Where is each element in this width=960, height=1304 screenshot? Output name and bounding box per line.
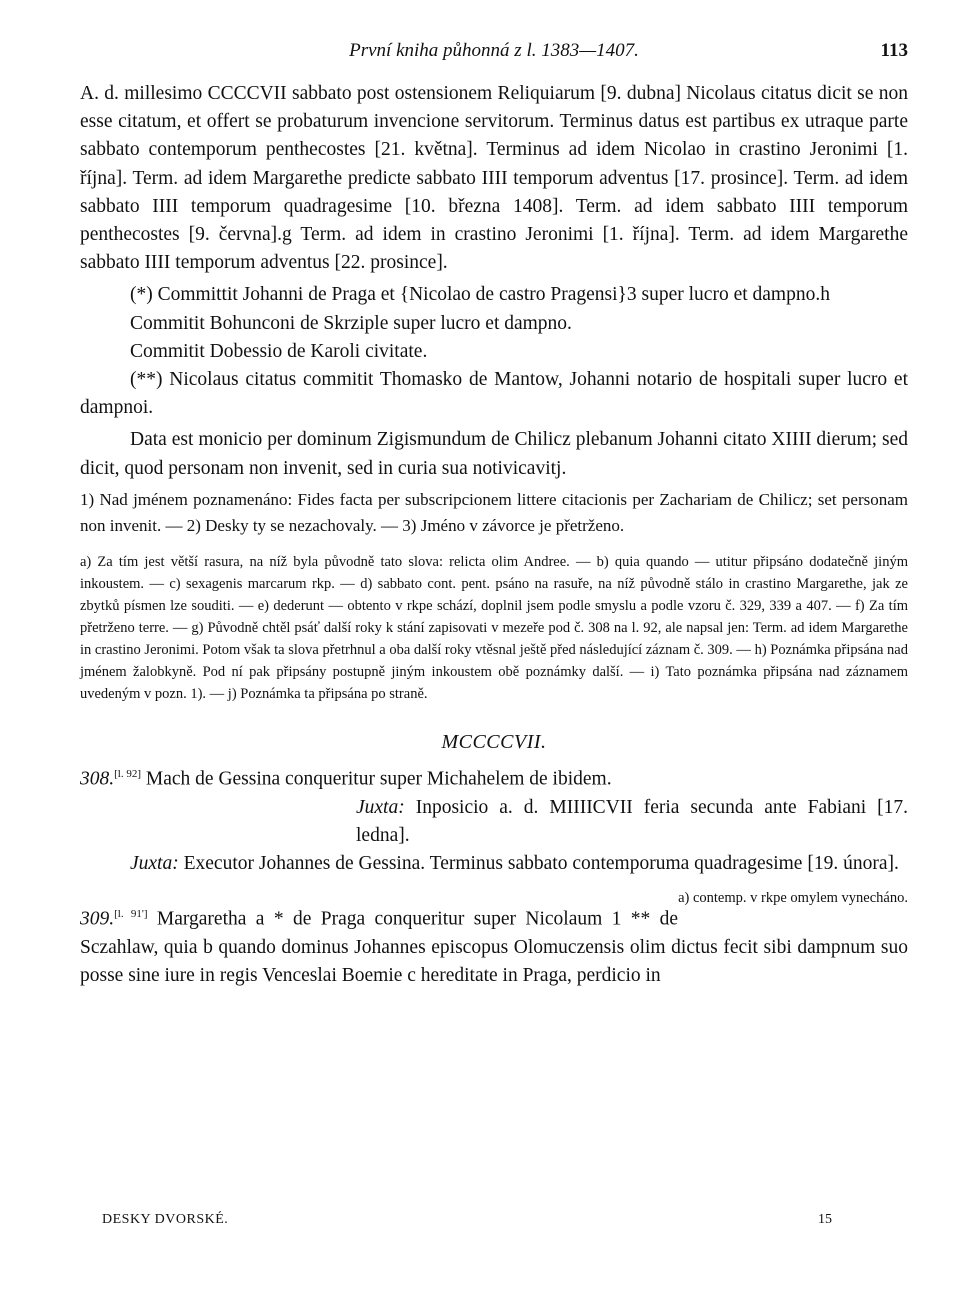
entry-308: [80, 760, 908, 907]
footnotes-alpha: a) Za tím jest větší rasura, na níž byla původně tato slova: relicta olim Andree. — b) quia quando — utitur připsáno dodatečně jiným inkoustem. — c) sexagenis marcarum rkp. — d) sabbato cont. pent. psáno na rasuře, na níž původně stálo in crastino Margarethe, jak ze zbytků písmen lze souditi. — e) dederunt — obtento v rkpe schází, doplnil jsem podle smyslu a podle vzoru č. 329, 339 a 407. — f) Za tím přetrženo terre. — g) Původně chtěl psáť další roky k stání zapisovati v mezeře pod č. 308 na l. 92, ale napsal jen: Term. ad idem Margarethe in crastino Jeronimi. Potom však ta slova přetrhnul a oba další roky vtěsnal ještě před následující záznam č. 309. — h) Poznámka připsána nad jménem žalobkyně. Pod ní pak připsány postupně jiným inkoustem obě poznámky další. — i) Tato poznámka připsána nad záznamem uvedeným v pozn. 1). — j) Poznámka ta připsána po straně.: [80, 553, 908, 702]
entry-308-note: a) contemp. v rkpe omylem vynecháno.: [678, 890, 908, 907]
entry-308-juxta-2-label: Juxta:: [130, 852, 179, 874]
footer-signature: DESKY DVORSKÉ.: [102, 1212, 229, 1227]
entry-308-juxta-1-label: Juxta:: [356, 796, 405, 818]
footnotes-numeric: 1) Nad jménem poznamenáno: Fides facta per subscripcionem littere citacionis per Zachariam de Chilicz; set personam non invenit. — 2) Desky ty se nezachovaly. — 3) Jméno v závorce je přetrženo.: [80, 489, 908, 535]
entry-307-paragraph-4: Commitit Dobessio de Karoli civitate.: [130, 340, 428, 362]
entry-309: [80, 900, 908, 990]
entry-307-paragraph-3: Commitit Bohunconi de Skrziple super lucro et dampno.: [130, 312, 572, 334]
entry-308-folio-ref: [l. 92]: [114, 767, 142, 780]
entry-309-folio-ref: [l. 91']: [114, 908, 148, 921]
entry-308-juxta-1-text: Inposicio a. d. MIIIICVII feria secunda ante Fabiani [17. ledna].: [356, 796, 908, 846]
entry-307-paragraph-5: (**) Nicolaus citatus commitit Thomasko de Mantow, Johanni notario de hospitali super lucro et dampnoi.: [80, 369, 908, 419]
entry-307-paragraph-1: A. d. millesimo CCCCVII sabbato post ostensionem Reliquiarum [9. dubna] Nicolaus citatus dicit se non esse citatum, et offert se probaturum invencione servitorum. Terminus datus est partibus ex utraque parte sabbato contemporum penthecostes [21. května]. Terminus ad idem Nicolao in crastino Jeronimi [1. října]. Term. ad idem Margarethe predicte sabbato IIII temporum adventus [17. prosince]. Term. ad idem sabbato IIII temporum quadragesime [10. března 1408]. Term. ad idem sabbato IIII temporum penthecostes [9. června].g Term. ad idem in crastino Jeronimi [1. října]. Term. ad idem Margarethe sabbato IIII temporum adventus [22. prosince].: [80, 83, 908, 274]
entry-307-paragraph-2: (*) Committit Johanni de Praga et {Nicolao de castro Pragensi}3 super lucro et dampno.h: [130, 284, 830, 306]
entry-308-text: Mach de Gessina conqueritur super Michahelem de ibidem.: [145, 768, 612, 790]
running-title: První kniha půhonná z l. 1383—1407.: [349, 40, 639, 61]
entry-307: [80, 80, 908, 483]
entry-309-number: 309.: [80, 908, 115, 930]
entry-309-text: Margaretha a * de Praga conqueritur super Nicolaum 1 ** de Sczahlaw, quia b quando dominus Johannes episcopus Olomuczensis olim dictus fecit sibi dampnum suo posse sine iure in regis Venceslai Boemie c hereditate in Praga, perdicio in: [80, 908, 908, 987]
document-page: [80, 40, 908, 990]
year-heading: MCCCCVII.: [441, 730, 547, 753]
entry-308-number: 308.: [80, 768, 115, 790]
page-number: 113: [880, 40, 908, 61]
entry-307-paragraph-6: Data est monicio per dominum Zigismundum de Chilicz plebanum Johanni citato XIIII dierum; sed dicit, quod personam non invenit, sed in curia sua notivicavitj.: [80, 429, 908, 479]
footer-sheet-number: 15: [818, 1212, 832, 1227]
running-header: [80, 40, 908, 80]
entry-308-juxta-2-text: Executor Johannes de Gessina. Terminus sabbato contemporuma quadragesime [19. února].: [183, 852, 899, 874]
